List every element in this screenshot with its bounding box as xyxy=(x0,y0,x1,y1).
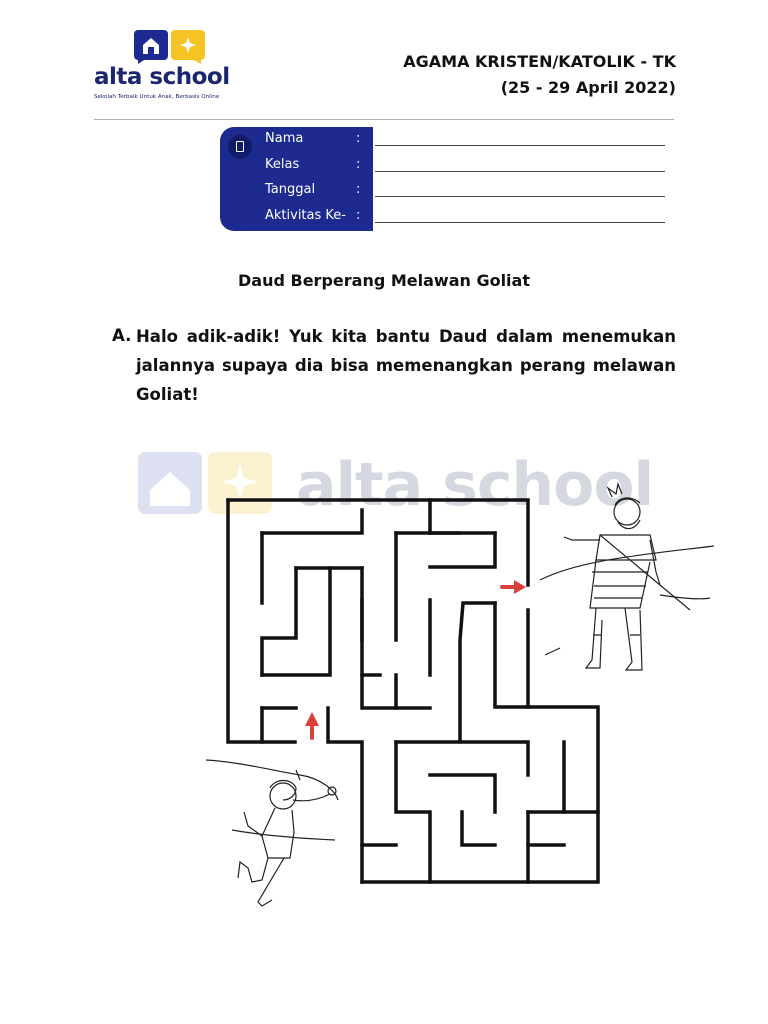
field-colon: : xyxy=(356,131,361,146)
subject-title: AGAMA KRISTEN/KATOLIK - TK xyxy=(403,52,676,71)
field-label-nama: Nama xyxy=(265,131,304,146)
david-illustration xyxy=(206,760,338,906)
watermark-text: alta school xyxy=(296,450,654,520)
field-label-aktivitas: Aktivitas Ke- xyxy=(265,208,346,223)
question-number: A. xyxy=(112,326,132,345)
question-text: Halo adik-adik! Yuk kita bantu Daud dalam menemukan jalannya supaya dia bisa memenangkan perang melawan Goliat! xyxy=(136,327,676,404)
field-colon: : xyxy=(356,157,361,172)
field-label-kelas: Kelas xyxy=(265,157,300,172)
worksheet-title: Daud Berperang Melawan Goliat xyxy=(238,271,530,290)
date-range: (25 - 29 April 2022) xyxy=(500,78,676,97)
goliath-illustration xyxy=(540,484,714,670)
logo-tagline: Sekolah Terbaik Untuk Anak, Berbasis Online xyxy=(94,94,220,100)
arrow-right-icon xyxy=(502,580,526,594)
logo-wordmark: alta school xyxy=(94,64,230,90)
field-colon: : xyxy=(356,208,361,223)
field-label-tanggal: Tanggal xyxy=(265,182,316,197)
maze xyxy=(228,500,598,882)
arrow-up-icon xyxy=(305,712,319,738)
field-colon: : xyxy=(356,182,361,197)
